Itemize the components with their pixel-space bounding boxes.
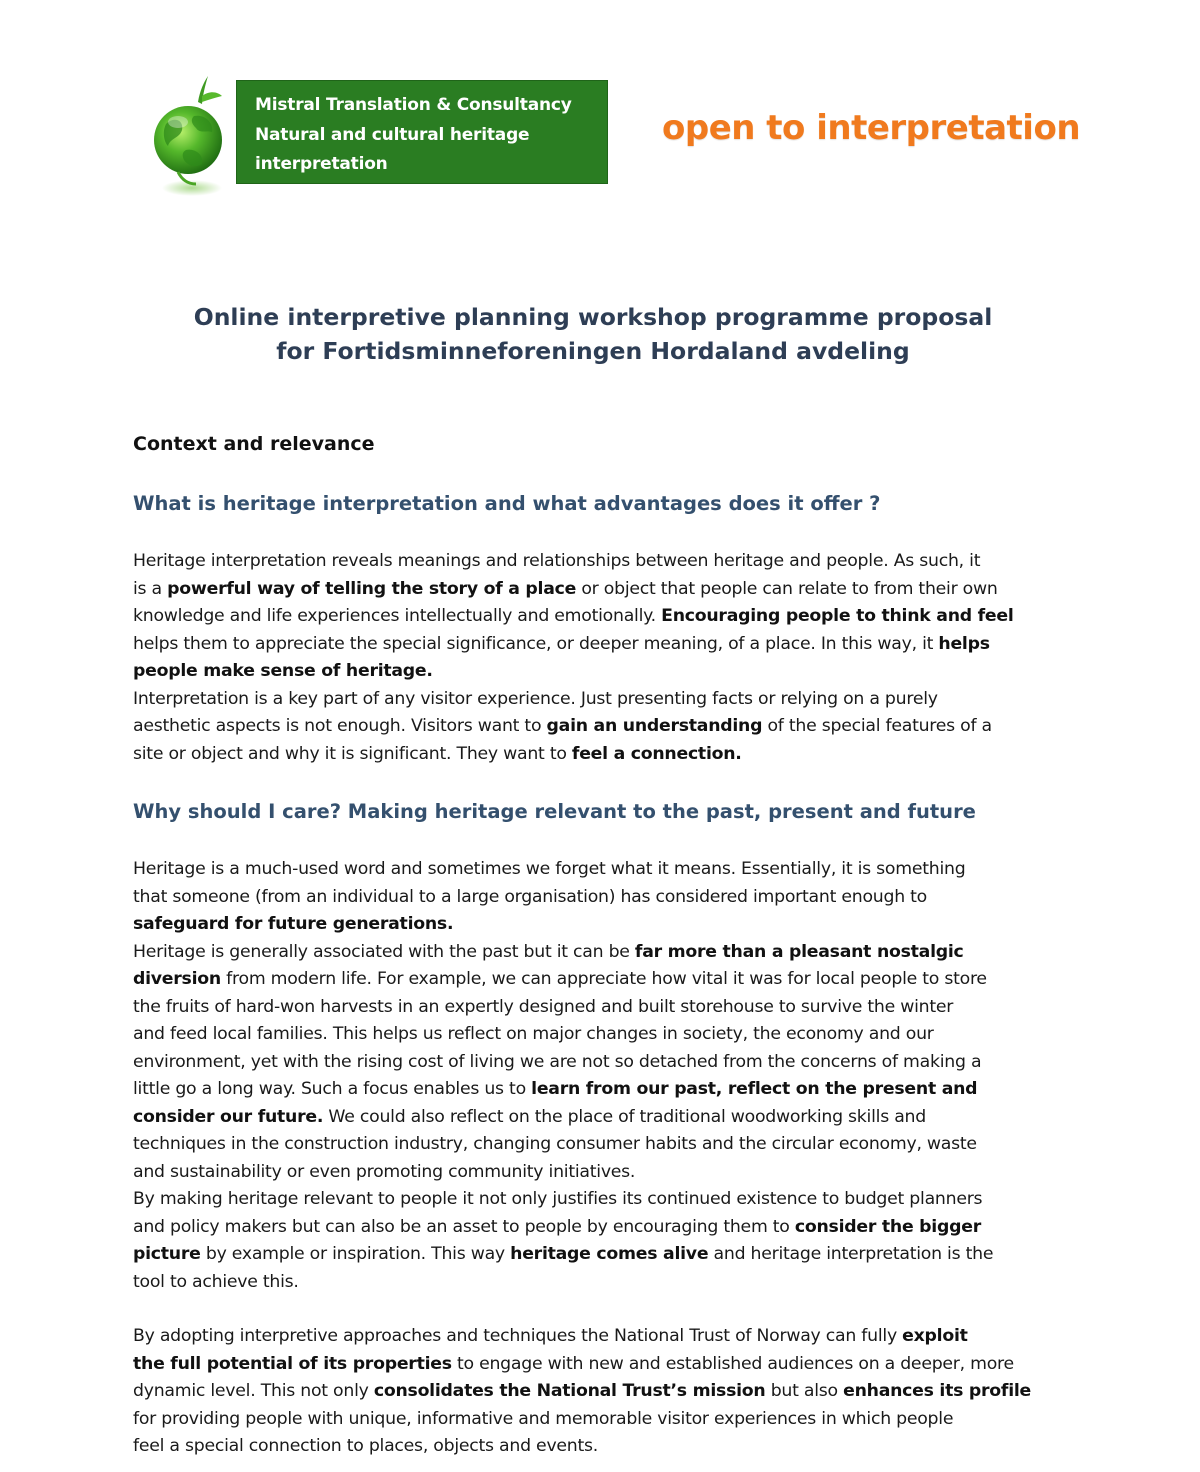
- text-line: [133, 631, 1053, 659]
- text-line: [133, 1406, 1053, 1434]
- bold-text: enhances its profile: [843, 1381, 1032, 1401]
- section-label: Context and relevance: [133, 433, 375, 455]
- title-line-1: Online interpretive planning workshop programme proposal: [193, 303, 993, 331]
- bold-text: learn from our past, reflect on the present and: [531, 1079, 978, 1099]
- document-title: [0, 300, 1186, 368]
- text-run: and heritage interpretation is the: [708, 1244, 994, 1264]
- text-line: [133, 994, 1053, 1022]
- bold-text: people make sense of heritage.: [133, 661, 433, 681]
- text-line: [133, 713, 1053, 741]
- text-run: Heritage is generally associated with the past but it can be: [133, 941, 635, 962]
- text-run: By making heritage relevant to people it not only justifies its continued existence to budget planners: [133, 1189, 983, 1209]
- text-line: [133, 856, 1053, 884]
- text-run: Interpretation is a key part of any visitor experience. Just presenting facts or relying on a purely: [133, 688, 938, 709]
- text-line: [133, 1131, 1053, 1159]
- text-run: the fruits of hard-won harvests in an expertly designed and built storehouse to survive the winter: [133, 996, 954, 1017]
- text-line: [133, 1049, 1053, 1077]
- text-run: helps them to appreciate the special significance, or deeper meaning, of a place. In this way, it: [133, 633, 939, 654]
- text-run: and policy makers but can also be an asset to people by encouraging them to: [133, 1216, 795, 1237]
- text-line: [133, 686, 1053, 714]
- paragraph-closing: [133, 1323, 1053, 1461]
- brand-line-2: Natural and cultural heritage: [255, 124, 530, 145]
- bold-text: safeguard for future generations.: [133, 914, 454, 934]
- bold-text: picture: [133, 1244, 201, 1264]
- tagline: open to interpretation: [662, 108, 1081, 148]
- text-line: [133, 548, 1053, 576]
- text-line: [133, 603, 1053, 631]
- bold-text: Encouraging people to think and feel: [661, 606, 1014, 626]
- bold-text: powerful way of telling the story of a place: [167, 578, 577, 599]
- text-run: by example or inspiration. This way: [200, 1244, 511, 1264]
- text-line: [133, 1159, 1053, 1187]
- text-run: We could also reflect on the place of traditional woodworking skills and: [323, 1106, 926, 1127]
- text-run: to engage with new and established audiences on a deeper, more: [451, 1353, 1014, 1374]
- text-line: [133, 1186, 1053, 1214]
- text-run: dynamic level. This not only: [133, 1381, 374, 1401]
- text-run: or object that people can relate to from their own: [576, 578, 998, 599]
- text-line: [133, 1269, 1053, 1297]
- text-line: [133, 576, 1053, 604]
- text-line: [133, 911, 1053, 939]
- bold-text: helps: [938, 633, 990, 654]
- text-line: [133, 1433, 1053, 1461]
- text-line: [133, 1351, 1053, 1379]
- text-line: [133, 658, 1053, 686]
- text-line: [133, 884, 1053, 912]
- text-run: that someone (from an individual to a large organisation) has considered important enough to: [133, 886, 927, 907]
- bold-text: consider the bigger: [794, 1216, 981, 1237]
- question-heading-1: What is heritage interpretation and what advantages does it offer ?: [133, 492, 881, 515]
- text-line: [133, 1241, 1053, 1269]
- text-run: is a: [133, 578, 168, 599]
- text-run: for providing people with unique, informative and memorable visitor experiences in which people: [133, 1408, 954, 1429]
- text-line: [133, 1076, 1053, 1104]
- paragraph-q2: [133, 856, 1053, 1296]
- text-run: and feed local families. This helps us reflect on major changes in society, the economy and our: [133, 1024, 934, 1044]
- green-globe-icon: [148, 72, 234, 200]
- bold-text: consider our future.: [133, 1106, 324, 1127]
- text-run: techniques in the construction industry, changing consumer habits and the circular economy, waste: [133, 1134, 977, 1154]
- text-run: aesthetic aspects is not enough. Visitors want to: [133, 716, 547, 736]
- bold-text: far more than a pleasant nostalgic: [634, 941, 964, 962]
- brand-line-1: Mistral Translation & Consultancy: [255, 95, 572, 115]
- text-run: from modern life. For example, we can appreciate how vital it was for local people to store: [220, 969, 987, 989]
- question-heading-2: Why should I care? Making heritage relevant to the past, present and future: [133, 800, 976, 823]
- brand-box: [236, 80, 608, 184]
- text-run: of the special features of a: [762, 716, 992, 736]
- text-run: By adopting interpretive approaches and techniques the National Trust of Norway can fully: [133, 1326, 903, 1346]
- text-line: [133, 1021, 1053, 1049]
- text-run: environment, yet with the rising cost of living we are not so detached from the concerns of making a: [133, 1051, 982, 1072]
- text-run: but also: [765, 1381, 844, 1401]
- brand-line-3: interpretation: [255, 154, 388, 174]
- bold-text: the full potential of its properties: [133, 1353, 452, 1374]
- document-body: [133, 428, 1053, 1461]
- text-run: tool to achieve this.: [133, 1271, 299, 1292]
- paragraph-q1: [133, 548, 1053, 768]
- bold-text: consolidates the National Trust’s mission: [373, 1381, 766, 1401]
- text-run: little go a long way. Such a focus enables us to: [133, 1079, 532, 1099]
- bold-text: exploit: [902, 1326, 968, 1346]
- bold-text: feel a connection.: [571, 743, 742, 764]
- bold-text: diversion: [133, 969, 221, 989]
- title-line-2: for Fortidsminneforeningen Hordaland avdeling: [276, 337, 910, 365]
- text-line: [133, 1378, 1053, 1406]
- text-run: feel a special connection to places, objects and events.: [133, 1436, 599, 1456]
- text-line: [133, 1323, 1053, 1351]
- text-line: [133, 741, 1053, 769]
- text-run: knowledge and life experiences intellectually and emotionally.: [133, 606, 662, 626]
- bold-text: heritage comes alive: [510, 1244, 709, 1264]
- text-run: Heritage is a much-used word and sometimes we forget what it means. Essentially, it is something: [133, 859, 966, 879]
- bold-text: gain an understanding: [546, 716, 763, 736]
- text-line: [133, 939, 1053, 967]
- text-line: [133, 1104, 1053, 1132]
- text-line: [133, 966, 1053, 994]
- text-run: Heritage interpretation reveals meanings and relationships between heritage and people. As such, it: [133, 551, 981, 571]
- text-line: [133, 1214, 1053, 1242]
- text-run: site or object and why it is significant. They want to: [133, 743, 572, 764]
- text-run: and sustainability or even promoting community initiatives.: [133, 1161, 636, 1182]
